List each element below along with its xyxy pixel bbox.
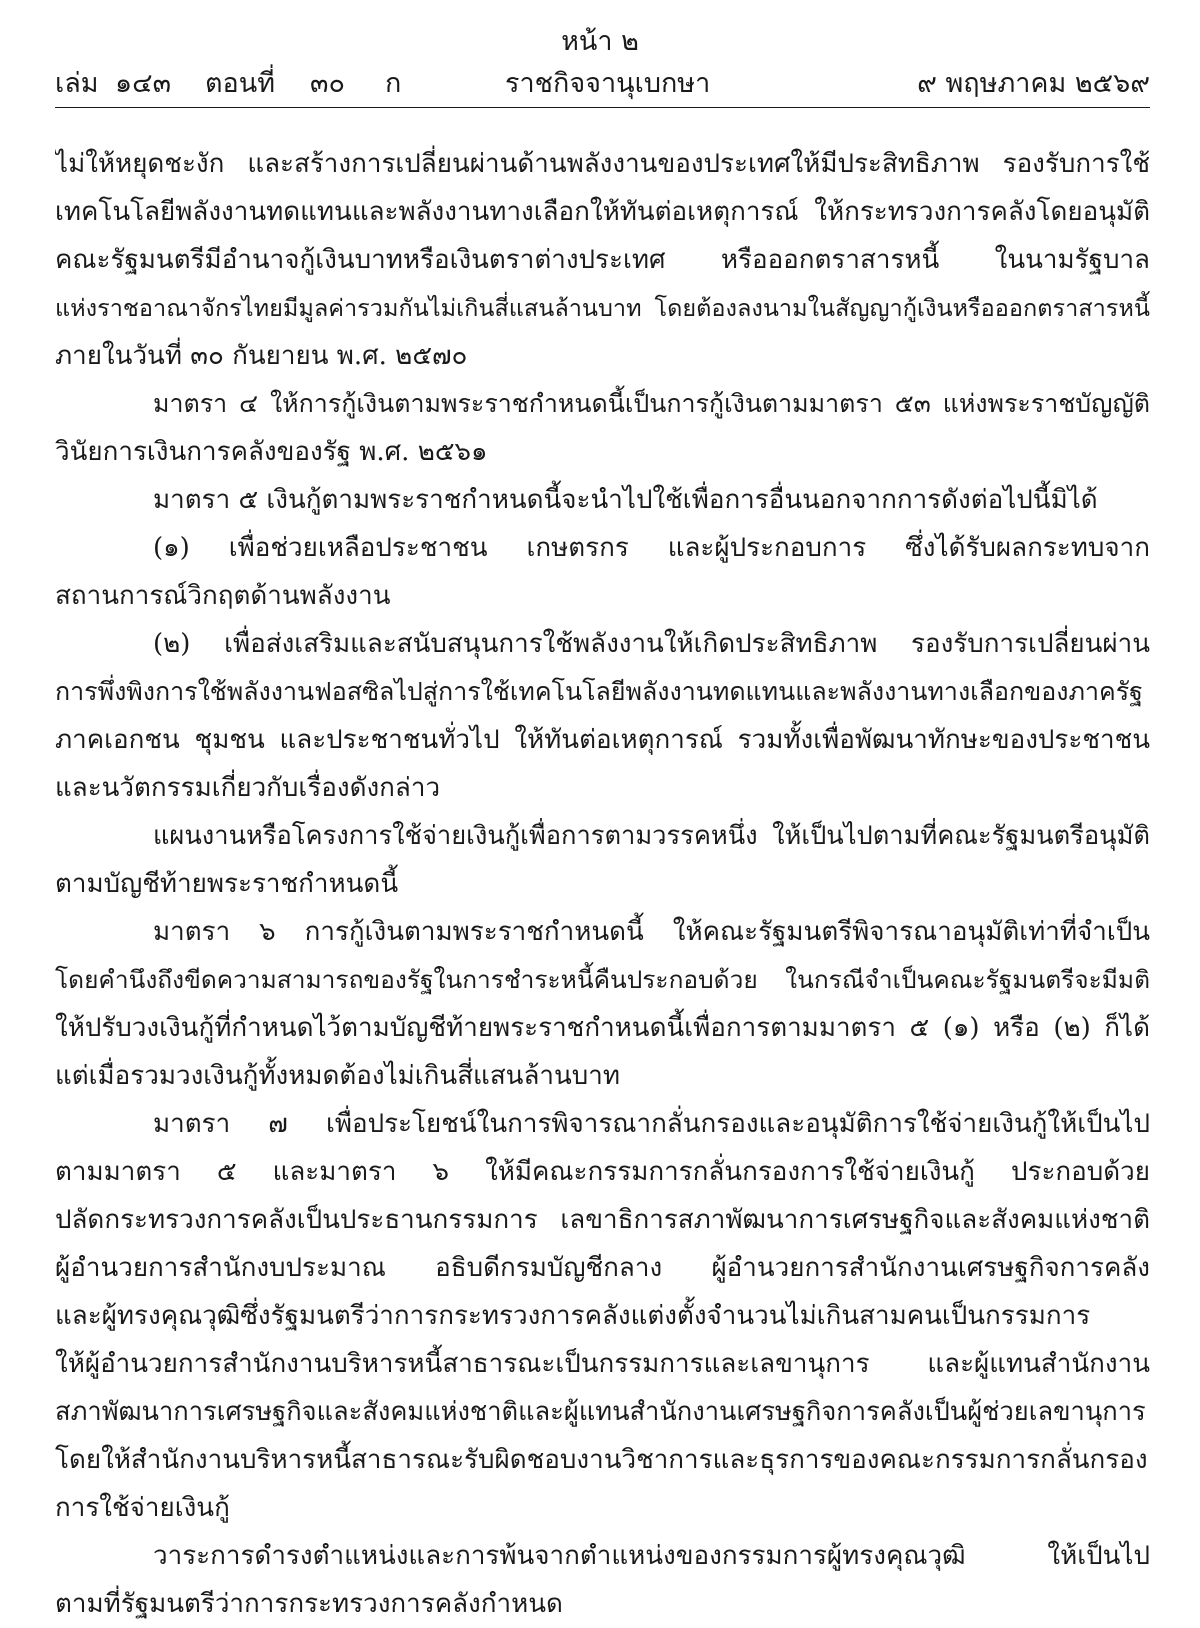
gazette-header (55, 64, 1150, 104)
section-4-heading-line: มาตรา ๔ ให้การกู้เงินตามพระราชกำหนดนี้เป็นการกู้เงินตามมาตรา ๕๓ แห่งพระราชบัญญัติ (153, 389, 1150, 418)
body-line: ไม่ให้หยุดชะงัก และสร้างการเปลี่ยนผ่านด้านพลังงานของประเทศให้มีประสิทธิภาพ รองรับการใช้ (55, 149, 1150, 179)
section-6-heading-line: มาตรา ๖ การกู้เงินตามพระราชกำหนดนี้ ให้คณะรัฐมนตรีพิจารณาอนุมัติเท่าที่จำเป็น (153, 917, 1150, 947)
volume-label: เล่ม (55, 68, 99, 99)
body-line: ผู้อำนวยการสำนักงบประมาณ อธิบดีกรมบัญชีกลาง ผู้อำนวยการสำนักงานเศรษฐกิจการคลัง (55, 1253, 1150, 1283)
paragraph-line: วาระการดำรงตำแหน่งและการพ้นจากตำแหน่งของกรรมการผู้ทรงคุณวุฒิ ให้เป็นไป (153, 1541, 1150, 1571)
body-line: การใช้จ่ายเงินกู้ (55, 1493, 230, 1523)
page-number: หน้า ๒ (561, 26, 639, 57)
body-line: ภาคเอกชน ชุมชน และประชาชนทั่วไป ให้ทันต่อเหตุการณ์ รวมทั้งเพื่อพัฒนาทักษะของประชาชน (55, 725, 1150, 755)
clause-1-line: (๑) เพื่อช่วยเหลือประชาชน เกษตรกร และผู้ประกอบการ ซึ่งได้รับผลกระทบจาก (153, 533, 1150, 563)
clause-2-line: (๒) เพื่อส่งเสริมและสนับสนุนการใช้พลังงานให้เกิดประสิทธิภาพ รองรับการเปลี่ยนผ่าน (153, 629, 1150, 659)
body-line: โดยคำนึงถึงขีดความสามารถของรัฐในการชำระหนี้คืนประกอบด้วย ในกรณีจำเป็นคณะรัฐมนตรีจะมีมติ (55, 965, 1150, 994)
body-line: วินัยการเงินการคลังของรัฐ พ.ศ. ๒๕๖๑ (55, 437, 488, 467)
issue-label: ตอนที่ (205, 68, 276, 99)
body-line: ตามมาตรา ๕ และมาตรา ๖ ให้มีคณะกรรมการกลั่นกรองการใช้จ่ายเงินกู้ ประกอบด้วย (55, 1157, 1150, 1187)
body-line: เทคโนโลยีพลังงานทดแทนและพลังงานทางเลือกให้ทันต่อเหตุการณ์ ให้กระทรวงการคลังโดยอนุมัติ (55, 197, 1150, 227)
body-line: และผู้ทรงคุณวุฒิซึ่งรัฐมนตรีว่าการกระทรวงการคลังแต่งตั้งจำนวนไม่เกินสามคนเป็นกรรมการ (55, 1301, 1091, 1331)
volume-number: ๑๔๓ (115, 68, 172, 99)
header-divider (55, 107, 1150, 108)
publication-date: ๙ พฤษภาคม ๒๕๖๙ (917, 68, 1150, 99)
body-line: และนวัตกรรมเกี่ยวกับเรื่องดังกล่าว (55, 773, 441, 803)
body-line: ตามที่รัฐมนตรีว่าการกระทรวงการคลังกำหนด (55, 1589, 563, 1619)
issue-number: ๓๐ (310, 68, 345, 99)
body-line: แห่งราชอาณาจักรไทยมีมูลค่ารวมกันไม่เกินสี่แสนล้านบาท โดยต้องลงนามในสัญญากู้เงินหรือออกตราสารหนี้ (55, 294, 1150, 322)
body-line: ปลัดกระทรวงการคลังเป็นประธานกรรมการ เลขาธิการสภาพัฒนาการเศรษฐกิจและสังคมแห่งชาติ (55, 1205, 1150, 1235)
body-line: การพึ่งพิงการใช้พลังงานฟอสซิลไปสู่การใช้เทคโนโลยีพลังงานทดแทนและพลังงานทางเลือกของภาครัฐ (55, 677, 1143, 706)
body-line: ภายในวันที่ ๓๐ กันยายน พ.ศ. ๒๕๗๐ (55, 341, 468, 371)
body-line: โดยให้สำนักงานบริหารหนี้สาธารณะรับผิดชอบงานวิชาการและธุรการของคณะกรรมการกลั่นกรอง (55, 1445, 1148, 1475)
body-line: ให้ผู้อำนวยการสำนักงานบริหารหนี้สาธารณะเป็นกรรมการและเลขานุการ และผู้แทนสำนักงาน (55, 1349, 1150, 1379)
body-line: คณะรัฐมนตรีมีอำนาจกู้เงินบาทหรือเงินตราต่างประเทศ หรือออกตราสารหนี้ ในนามรัฐบาล (55, 245, 1150, 275)
section-5-heading-line: มาตรา ๕ เงินกู้ตามพระราชกำหนดนี้จะนำไปใช้เพื่อการอื่นนอกจากการดังต่อไปนี้มิได้ (153, 485, 1098, 515)
document-body (55, 140, 1150, 1628)
paragraph-line: แผนงานหรือโครงการใช้จ่ายเงินกู้เพื่อการตามวรรคหนึ่ง ให้เป็นไปตามที่คณะรัฐมนตรีอนุมัติ (153, 821, 1150, 851)
body-line: แต่เมื่อรวมวงเงินกู้ทั้งหมดต้องไม่เกินสี่แสนล้านบาท (55, 1061, 621, 1091)
section-letter: ก (385, 68, 402, 99)
body-line: ตามบัญชีท้ายพระราชกำหนดนี้ (55, 869, 399, 899)
section-7-heading-line: มาตรา ๗ เพื่อประโยชน์ในการพิจารณากลั่นกรองและอนุมัติการใช้จ่ายเงินกู้ให้เป็นไป (153, 1109, 1150, 1139)
body-line: ให้ปรับวงเงินกู้ที่กำหนดไว้ตามบัญชีท้ายพระราชกำหนดนี้เพื่อการตามมาตรา ๕ (๑) หรือ (๒) ก็ได้ (55, 1013, 1150, 1043)
publication-name: ราชกิจจานุเบกษา (505, 68, 711, 99)
body-line: สถานการณ์วิกฤตด้านพลังงาน (55, 581, 391, 611)
body-line: สภาพัฒนาการเศรษฐกิจและสังคมแห่งชาติและผู้แทนสำนักงานเศรษฐกิจการคลังเป็นผู้ช่วยเลขานุการ (55, 1397, 1146, 1427)
